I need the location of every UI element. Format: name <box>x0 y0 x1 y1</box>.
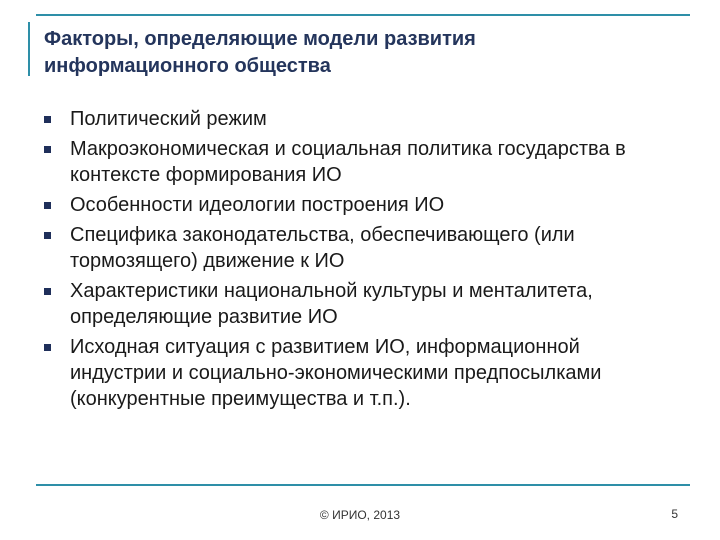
square-bullet-icon <box>44 202 51 209</box>
bullet-item <box>44 106 664 132</box>
left-accent-line <box>28 22 30 76</box>
square-bullet-icon <box>44 288 51 295</box>
square-bullet-icon <box>44 344 51 351</box>
bullet-text: Особенности идеологии построения ИО <box>70 194 445 216</box>
slide-title <box>44 26 684 80</box>
bullet-item <box>44 334 664 412</box>
bottom-accent-line <box>36 484 690 486</box>
square-bullet-icon <box>44 116 51 123</box>
bullet-text: Специфика законодательства, обеспечивающего (или тормозящего) движение к ИО <box>70 224 575 272</box>
page-number: 5 <box>671 507 678 521</box>
bullet-item <box>44 278 664 330</box>
bullet-text: Характеристики национальной культуры и менталитета, определяющие развитие ИО <box>70 280 593 328</box>
bullet-item <box>44 222 664 274</box>
top-accent-line <box>36 14 690 16</box>
slide-title-line-2: информационного общества <box>44 55 331 77</box>
bullet-text: Исходная ситуация с развитием ИО, информационной индустрии и социально-экономическими предпосылками (конкурентные преимущества и т.п.). <box>70 336 602 410</box>
footer-copyright: © ИРИО, 2013 <box>319 508 401 522</box>
bullet-text: Макроэкономическая и социальная политика государства в контексте формирования ИО <box>70 138 626 186</box>
square-bullet-icon <box>44 146 51 153</box>
bullet-text: Политический режим <box>70 108 267 130</box>
bullet-item <box>44 192 664 218</box>
square-bullet-icon <box>44 232 51 239</box>
bullet-item <box>44 136 664 188</box>
bullet-list <box>44 106 664 416</box>
slide-title-line-1: Факторы, определяющие модели развития <box>44 28 476 50</box>
